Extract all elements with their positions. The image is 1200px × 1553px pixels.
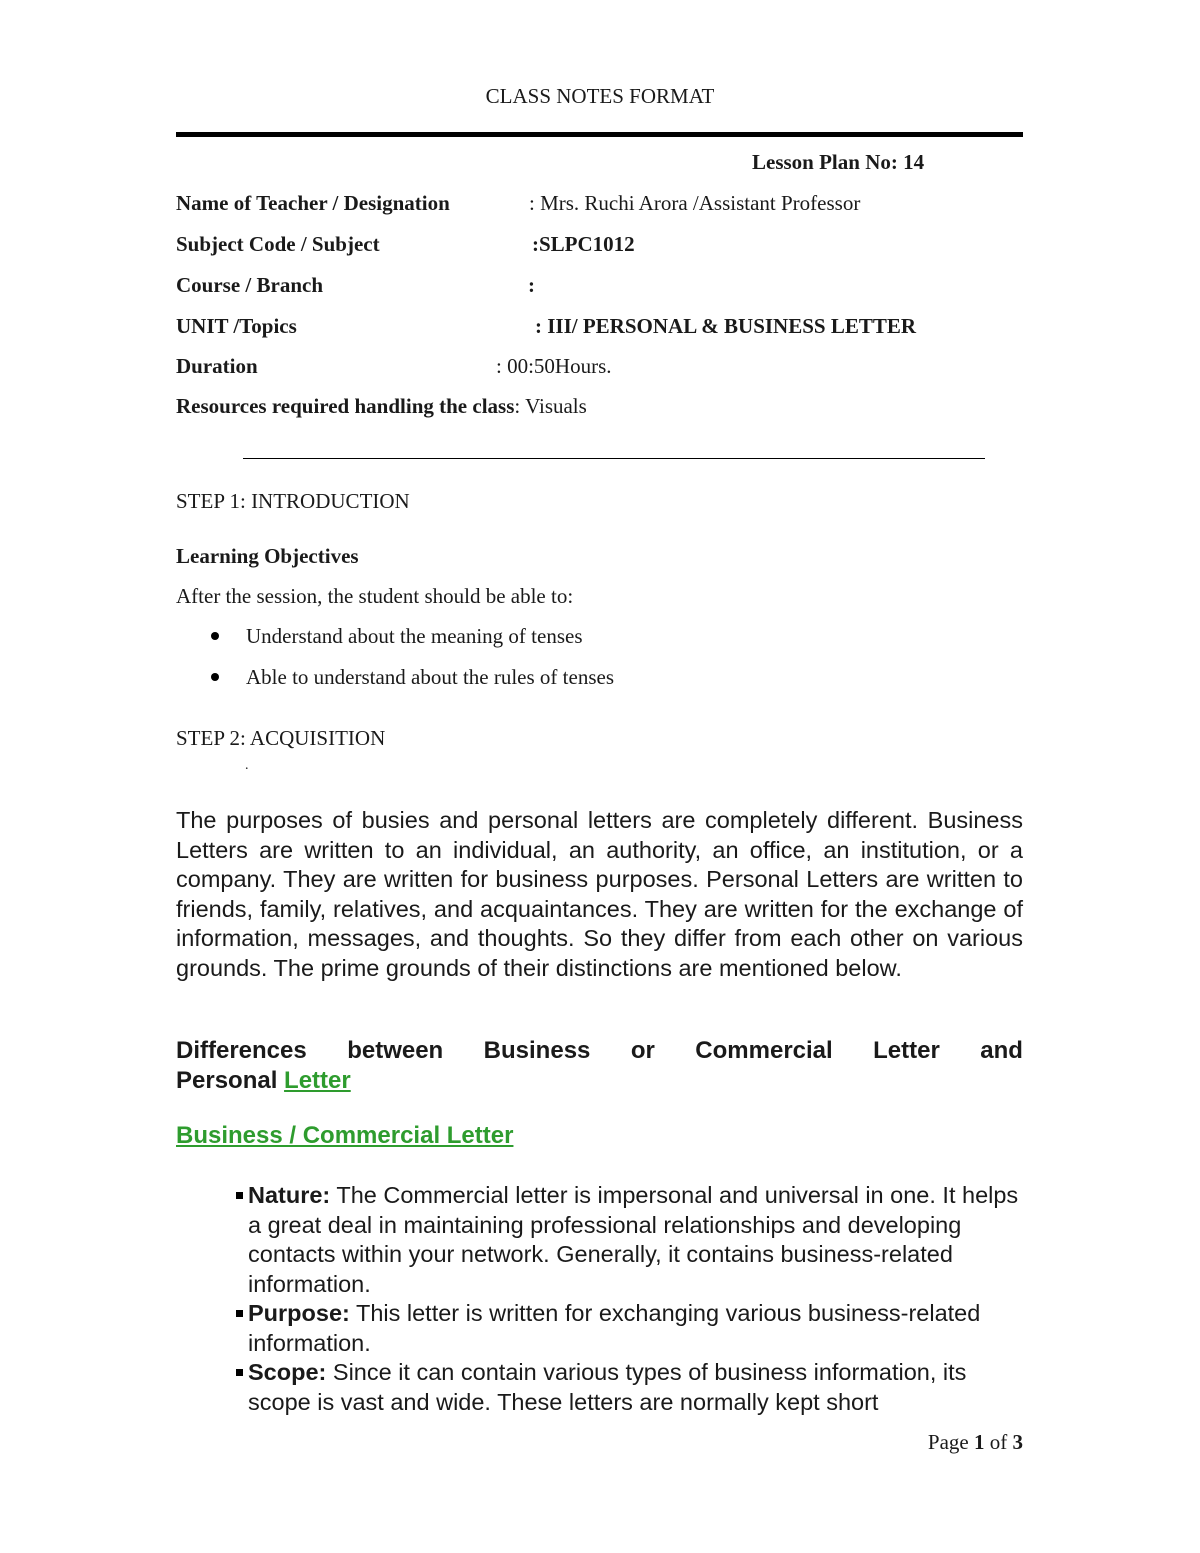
teacher-value: : Mrs. Ruchi Arora /Assistant Professor — [529, 191, 861, 215]
page-number — [900, 1430, 1023, 1455]
resources-row — [176, 394, 587, 419]
objectives-heading: Learning Objectives — [176, 544, 359, 568]
document-title: CLASS NOTES FORMAT — [485, 84, 715, 108]
objective-item: Able to understand about the rules of tenses — [246, 665, 614, 689]
duration-label: Duration — [176, 354, 258, 378]
list-item-term: Scope: — [248, 1359, 327, 1385]
list-item-term: Nature: — [248, 1182, 331, 1208]
objectives-intro: After the session, the student should be able to: — [176, 584, 574, 608]
heading-word: or — [630, 1037, 655, 1064]
letter-link[interactable]: Letter — [284, 1067, 351, 1094]
heading-word: Personal — [176, 1067, 285, 1094]
heading-word: between — [347, 1037, 444, 1064]
resources-value: : Visuals — [514, 394, 587, 418]
subject-value: :SLPC1012 — [532, 232, 635, 256]
course-label: Course / Branch — [176, 273, 323, 297]
teacher-label: Name of Teacher / Designation — [176, 191, 450, 215]
heading-word: Business — [483, 1037, 591, 1064]
differences-heading-line2 — [176, 1066, 1023, 1096]
list-item-text: The Commercial letter is impersonal and universal in one. It helps a great deal in maintaining professional relationships and developing contacts within your network. Generally, it contains business-related information. — [248, 1182, 1019, 1297]
heading-word: Commercial — [695, 1037, 833, 1064]
lesson-plan-number: Lesson Plan No: 14 — [752, 150, 925, 174]
differences-heading — [176, 1036, 1023, 1096]
list-item — [236, 1299, 1026, 1358]
page-total: 3 — [1012, 1430, 1023, 1454]
page-current: 1 — [974, 1430, 985, 1454]
list-item — [236, 1181, 1026, 1299]
header-rule — [176, 132, 1023, 137]
stray-dot: . — [245, 758, 249, 773]
differences-heading-line1 — [176, 1036, 1023, 1066]
objective-item: Understand about the meaning of tenses — [246, 624, 583, 648]
list-item-term: Purpose: — [248, 1300, 350, 1326]
resources-label: Resources required handling the class — [176, 394, 515, 418]
bullet-icon — [211, 632, 219, 640]
step1-heading: STEP 1: INTRODUCTION — [176, 489, 410, 513]
bullet-icon — [211, 673, 219, 681]
list-item-text: Since it can contain various types of business information, its scope is vast and wide. These letters are normally kept short — [248, 1359, 967, 1415]
heading-word: Letter — [873, 1037, 940, 1064]
square-bullet-icon — [236, 1369, 243, 1376]
list-item-text: This letter is written for exchanging various business-related information. — [248, 1300, 981, 1356]
page-label: Page — [927, 1430, 974, 1454]
unit-label: UNIT /Topics — [176, 314, 297, 338]
course-value: : — [528, 273, 535, 297]
square-bullet-icon — [236, 1192, 243, 1199]
business-letter-heading[interactable]: Business / Commercial Letter — [176, 1122, 514, 1149]
body-paragraph: The purposes of busies and personal letters are completely different. Business Letters are written to an individual, an authority, an office, an institution, or a company. They are written for business purposes. Personal Letters are written to friends, family, relatives, and acquaintances. They are written for the exchange of information, messages, and thoughts. So they differ from each other on various grounds. The prime grounds of their distinctions are mentioned below. — [176, 807, 1023, 981]
business-letter-list — [236, 1181, 1026, 1417]
duration-value: : 00:50Hours. — [496, 354, 612, 378]
unit-value: : III/ PERSONAL & BUSINESS LETTER — [535, 314, 917, 338]
page-of-label: of — [984, 1430, 1013, 1454]
heading-word: and — [980, 1037, 1023, 1064]
subject-label: Subject Code / Subject — [176, 232, 380, 256]
square-bullet-icon — [236, 1310, 243, 1317]
step2-heading: STEP 2: ACQUISITION — [176, 726, 386, 750]
list-item — [236, 1358, 1026, 1417]
heading-word: Differences — [176, 1037, 307, 1064]
section-divider — [243, 458, 985, 459]
